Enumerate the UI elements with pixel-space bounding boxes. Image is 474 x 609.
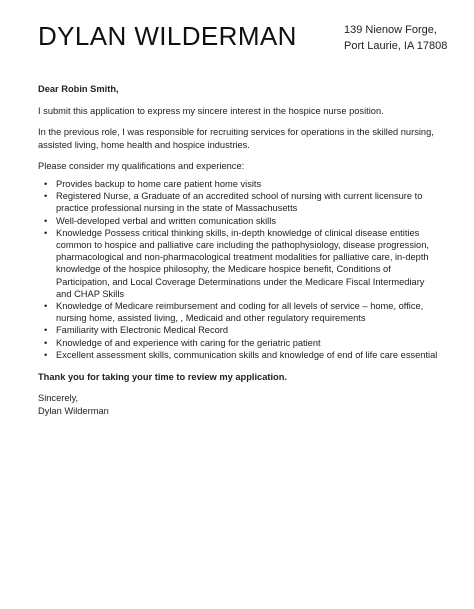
signature-name: Dylan Wilderman: [38, 405, 109, 416]
list-item: • Knowledge of and experience with caring for the geriatric patient: [56, 337, 438, 349]
closing-block: [38, 392, 438, 417]
list-item: • Knowledge of Medicare reimbursement and coding for all levels of service – home, office, nursing home, assisted living, , Medicaid and other regulatory requirements: [56, 300, 438, 324]
letter-body: [38, 83, 438, 417]
address-line-2: Port Laurie, IA 17808: [344, 40, 448, 52]
address-block: [344, 22, 447, 54]
paragraph-intro: I submit this application to express my sincere interest in the hospice nurse position.: [38, 106, 384, 117]
qualifications-list: [38, 178, 438, 361]
closing-word: Sincerely,: [38, 393, 79, 404]
paragraph-previous-role: In the previous role, I was responsible for recruiting services for operations in the skilled nursing, assisted living, home health and hospice industries.: [38, 127, 434, 150]
list-item: • Excellent assessment skills, communication skills and knowledge of end of life care essential: [56, 349, 438, 361]
list-item: • Familiarity with Electronic Medical Record: [56, 324, 438, 336]
applicant-name: DYLAN WILDERMAN: [38, 21, 297, 51]
paragraph-qualifications-lead: Please consider my qualifications and experience:: [38, 160, 245, 171]
address-line-1: 139 Nienow Forge,: [344, 24, 437, 36]
list-item: • Knowledge Possess critical thinking skills, in-depth knowledge of clinical disease entities common to hospice and palliative care including the pathophysiology, disease progression, pharmacological and non-pharmacological treatment modalities for palliative care, in-depth knowledge of the hospice philosophy, the Medicare hospice benefit, Conditions of Participation, and Local Coverage Determinations under the Medicare Fiscal Intermediary and CHAP Skills: [56, 227, 438, 300]
thanks-line: Thank you for taking your time to review my application.: [38, 372, 287, 383]
list-item: • Provides backup to home care patient home visits: [56, 178, 438, 190]
salutation: Dear Robin Smith,: [38, 84, 119, 94]
list-item: • Well-developed verbal and written comunication skills: [56, 215, 438, 227]
list-item: • Registered Nurse, a Graduate of an accredited school of nursing with current licensure to practice professional nursing in the state of Massachusetts: [56, 190, 438, 214]
